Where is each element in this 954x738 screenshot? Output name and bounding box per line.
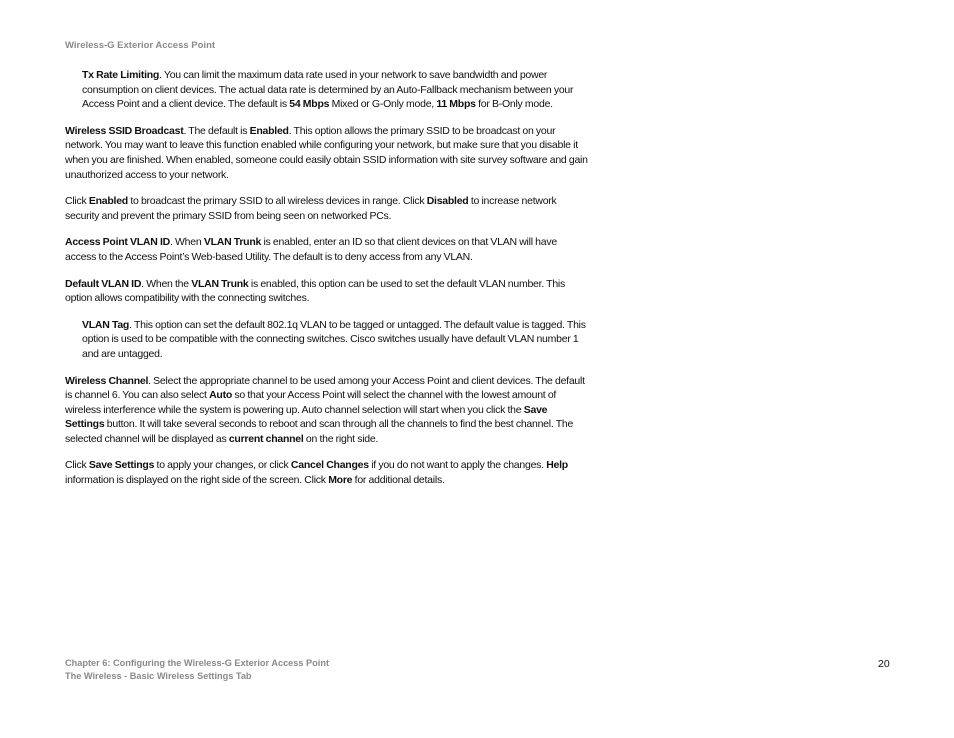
text-run: to increase network security and prevent the primary SSID from being seen on networked PCs. [65, 195, 557, 222]
bold-term: Help [546, 459, 568, 472]
bold-term: Cancel Changes [290, 459, 369, 472]
text-run: button. It will take several seconds to reboot and scan through all the channels to find the best channel. The selected channel will be displayed as [65, 418, 574, 445]
bold-term: Disabled [426, 195, 469, 208]
bold-term: VLAN Trunk [191, 277, 249, 290]
paragraph-default-vlan-id [65, 277, 589, 306]
paragraph-ssid-enable [65, 194, 589, 223]
footer-chapter: Chapter 6: Configuring the Wireless-G Exterior Access Point [65, 658, 330, 668]
bold-term: Access Point VLAN ID [65, 236, 170, 249]
paragraph-tx-rate [82, 68, 589, 112]
text-run: Click [65, 195, 89, 208]
bold-term: Save Settings [65, 403, 548, 431]
footer-section: The Wireless - Basic Wireless Settings Tab [65, 670, 252, 681]
paragraph-ssid-broadcast [65, 124, 589, 182]
text-run: . This option allows the primary SSID to be broadcast on your network. You may want to leave this function enabled while configuring your network, but make sure that you disable it when you are finished. When enabled, someone could easily obtain SSID information with site survey software and gain unauthorized access to your network. [65, 124, 588, 181]
text-run: . When [169, 236, 204, 249]
text-run: . Select the appropriate channel to be used among your Access Point and client devices. The default is channel 6. You can also select [65, 374, 585, 402]
bold-term: current channel [228, 432, 304, 445]
text-run: information is displayed on the right side of the screen. Click [65, 474, 329, 487]
text-run: is enabled, this option can be used to set the default VLAN number. This option allows compatibility with the connecting switches. [65, 277, 565, 305]
text-run: on the right side. [303, 432, 379, 445]
bold-term: Auto [209, 389, 233, 402]
bold-term: Wireless Channel [65, 374, 149, 387]
text-run: . This option can set the default 802.1q VLAN to be tagged or untagged. The default value is tagged. This option is used to be compatible with the connecting switches. Cisco switches usually have default VLAN number 1 and are untagged. [82, 318, 586, 360]
page-number: 20 [878, 658, 890, 670]
text-run: to broadcast the primary SSID to all wireless devices in range. Click [127, 195, 427, 208]
text-run: is enabled, enter an ID so that client devices on that VLAN will have access to the Access Point’s Web-based Utility. The default is to deny access from any VLAN. [65, 236, 557, 263]
text-run: Mixed or G-Only mode, [329, 98, 437, 111]
bold-term: Wireless SSID Broadcast [65, 124, 184, 137]
text-run: to apply your changes, or click [154, 459, 291, 472]
bold-term: 54 Mbps [289, 98, 330, 111]
text-run: for B-Only mode. [475, 98, 553, 111]
text-run: . The default is [183, 124, 250, 137]
page-footer [65, 657, 329, 682]
paragraph-save-settings [65, 458, 589, 487]
text-run: if you do not want to apply the changes. [368, 459, 547, 472]
running-header: Wireless-G Exterior Access Point [65, 40, 216, 51]
bold-term: Tx Rate Limiting [82, 69, 160, 81]
bold-term: Save Settings [88, 459, 155, 472]
paragraph-wireless-channel [65, 374, 589, 447]
document-body [65, 68, 589, 488]
text-run: so that your Access Point will select the channel with the lowest amount of wireless interference while the system is powering up. Auto channel selection will start when you click the [65, 389, 557, 416]
bold-term: VLAN Trunk [203, 236, 262, 249]
text-run: Click [65, 459, 89, 472]
text-run: . You can limit the maximum data rate used in your network to save bandwidth and power consumption on client devices. The actual data rate is determined by an Auto-Fallback mechanism between your Access Point and a client device. The default is [82, 69, 574, 111]
bold-term: VLAN Tag [82, 318, 130, 331]
paragraph-ap-vlan-id [65, 235, 589, 264]
paragraph-vlan-tag [82, 318, 589, 362]
bold-term: Enabled [88, 195, 128, 208]
bold-term: Default VLAN ID [65, 277, 142, 290]
bold-term: 11 Mbps [436, 98, 476, 111]
text-run: for additional details. [352, 474, 445, 487]
text-run: . When the [141, 277, 192, 290]
bold-term: More [328, 474, 353, 487]
bold-term: Enabled [249, 124, 289, 137]
